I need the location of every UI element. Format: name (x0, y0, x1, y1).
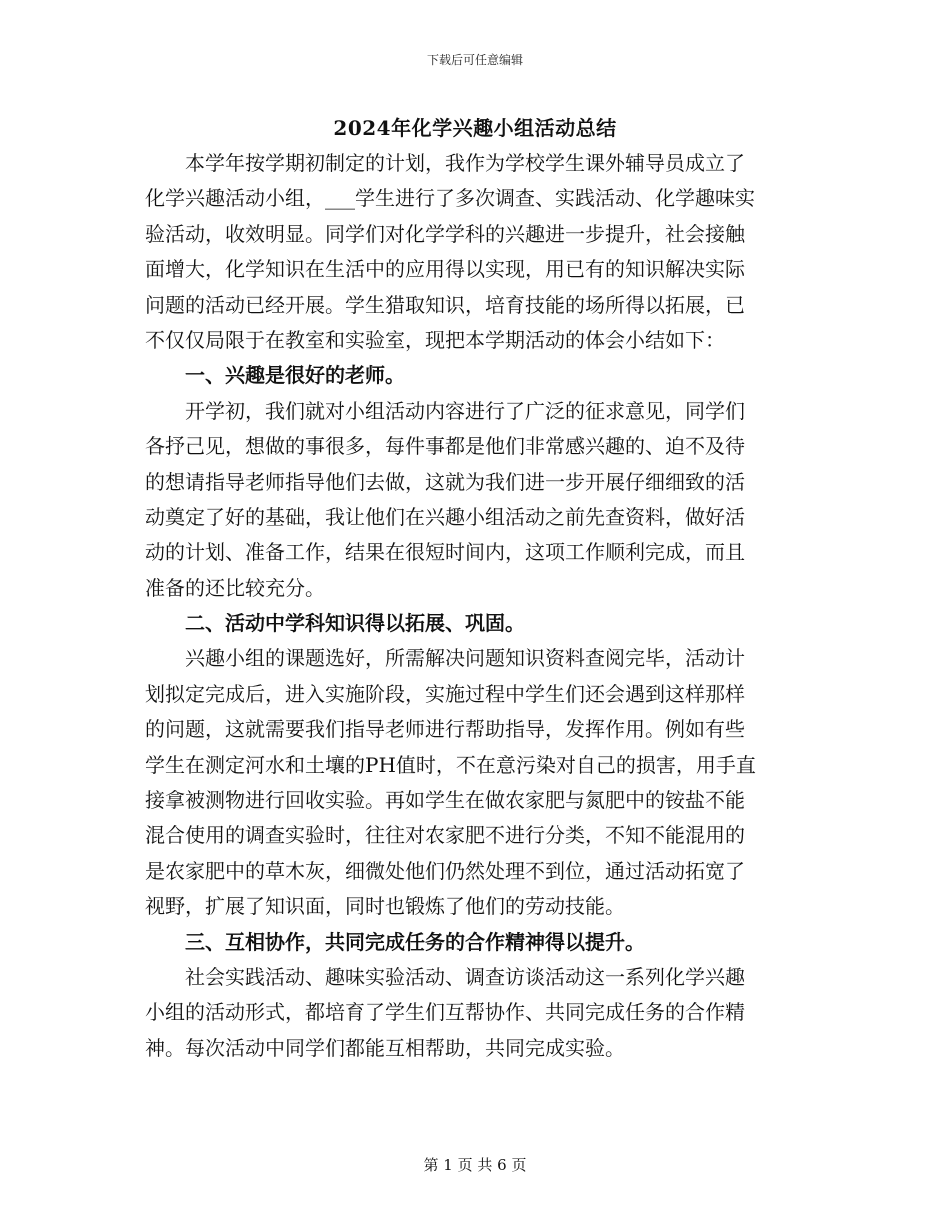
document-title: 2024年化学兴趣小组活动总结 (333, 116, 617, 140)
page-footer: 第 1 页 共 6 页 (423, 1156, 527, 1174)
paragraph-line: 神。每次活动中同学们都能互相帮助，共同完成实验。 (145, 1035, 625, 1060)
paragraph-line: 不仅仅局限于在教室和实验室，现把本学期活动的体会小结如下： (145, 327, 725, 352)
paragraph-line: 视野，扩展了知识面，同时也锻炼了他们的劳动技能。 (145, 894, 625, 919)
paragraph-line: 的问题，这就需要我们指导老师进行帮助指导，发挥作用。例如有些 (145, 717, 745, 742)
paragraph-line: 是农家肥中的草木灰，细微处他们仍然处理不到位，通过活动拓宽了 (145, 858, 745, 883)
paragraph-line: 学生在测定河水和土壤的PH值时，不在意污染对自己的损害，用手直 (145, 752, 756, 777)
document-body (145, 146, 805, 1066)
paragraph-line: 动的计划、准备工作，结果在很短时间内，这项工作顺利完成，而且 (145, 540, 745, 565)
paragraph-line: 动奠定了好的基础，我让他们在兴趣小组活动之前先查资料，做好活 (145, 504, 745, 529)
page-header-note: 下载后可任意编辑 (426, 53, 523, 67)
paragraph-line: 兴趣小组的课题选好，所需解决问题知识资料查阅完毕，活动计 (185, 646, 745, 671)
paragraph-line: 小组的活动形式，都培育了学生们互帮协作、共同完成任务的合作精 (145, 1000, 745, 1025)
paragraph-line: 接拿被测物进行回收实验。再如学生在做农家肥与氮肥中的铵盐不能 (145, 788, 745, 813)
paragraph-line: 社会实践活动、趣味实验活动、调查访谈活动这一系列化学兴趣 (185, 964, 745, 989)
section-heading: 一、兴趣是很好的老师。 (185, 363, 405, 388)
paragraph-line: 的想请指导老师指导他们去做，这就为我们进一步开展仔细细致的活 (145, 469, 745, 494)
paragraph-line: 验活动，收效明显。同学们对化学学科的兴趣进一步提升，社会接触 (145, 221, 745, 246)
paragraph-line: 划拟定完成后，进入实施阶段，实施过程中学生们还会遇到这样那样 (145, 681, 745, 706)
paragraph-line: 开学初，我们就对小组活动内容进行了广泛的征求意见，同学们 (185, 398, 745, 423)
paragraph-line: 各抒己见，想做的事很多，每件事都是他们非常感兴趣的、迫不及待 (145, 434, 745, 459)
section-heading: 三、互相协作，共同完成任务的合作精神得以提升。 (185, 929, 645, 954)
paragraph-line: 本学年按学期初制定的计划，我作为学校学生课外辅导员成立了 (185, 151, 745, 175)
section-heading: 二、活动中学科知识得以拓展、巩固。 (185, 611, 525, 636)
paragraph-line: 面增大，化学知识在生活中的应用得以实现，用已有的知识解决实际 (145, 257, 745, 282)
paragraph-line: 准备的还比较充分。 (145, 575, 325, 600)
paragraph-line: 化学兴趣活动小组，___学生进行了多次调查、实践活动、化学趣味实 (145, 186, 755, 211)
paragraph-line: 问题的活动已经开展。学生猎取知识，培育技能的场所得以拓展，已 (145, 292, 745, 317)
paragraph-line: 混合使用的调查实验时，往往对农家肥不进行分类，不知不能混用的 (145, 823, 745, 848)
